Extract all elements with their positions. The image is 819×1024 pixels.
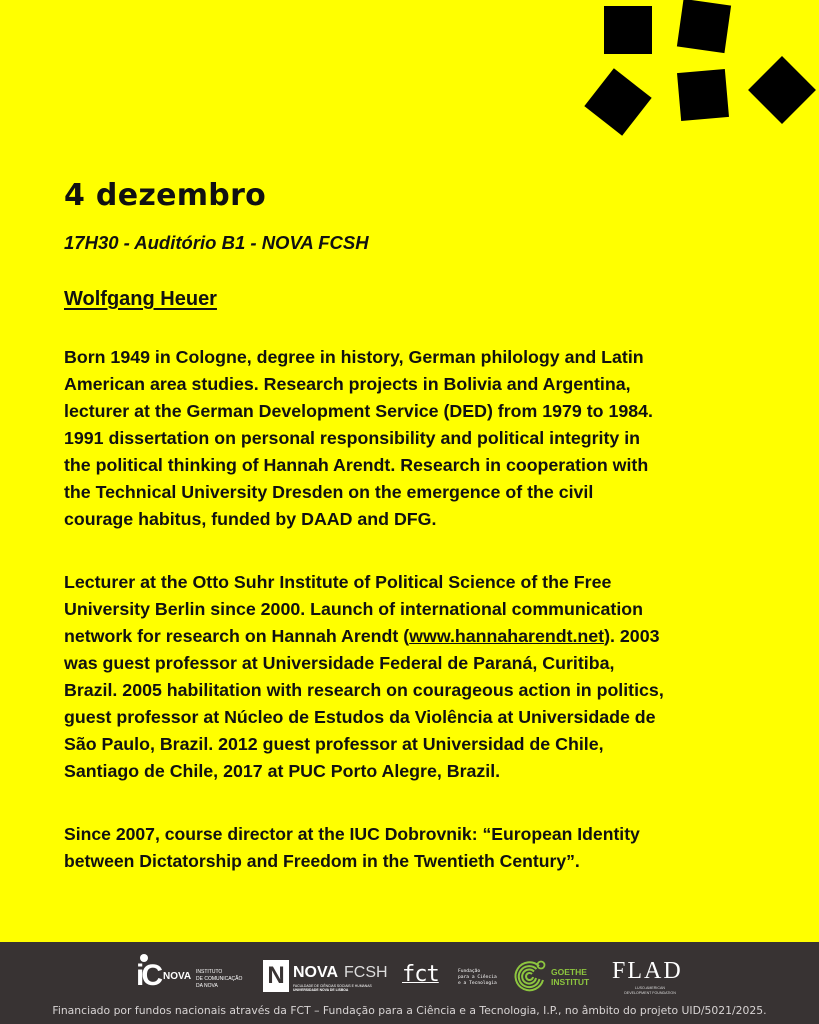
goethe-rings-icon — [513, 958, 549, 994]
fct-line1: Fundação — [458, 969, 481, 974]
funding-notice: Financiado por fundos nacionais através da FCT – Fundação para a Ciência e a Tecnologia, I.P., no âmbito do projeto UID/5021/2025. — [52, 1004, 767, 1017]
event-time-location: 17H30 - Auditório B1 - NOVA FCSH — [64, 232, 369, 253]
fct-mark: fct — [402, 962, 439, 987]
square-shape — [677, 69, 729, 121]
partner-logos — [0, 952, 819, 998]
square-shape — [584, 68, 651, 135]
flad-line2: DEVELOPMENT FOUNDATION — [624, 991, 676, 995]
flad-mark: FLAD — [612, 958, 683, 984]
bio-paragraph-2-end: ). 2003 was guest professor at Universidade Federal de Paraná, Curitiba, Brazil. 2005 habilitation with research on courageous action in politics, guest professor at Núcleo de Estudos da Violência at Universidade de São Paulo, Brazil. 2012 guest professor at Universidad de Chile, Santiago de Chile, 2017 at PUC Porto Alegre, Brazil. — [64, 626, 664, 781]
novafcsh-line2: UNIVERSIDADE NOVA DE LISBOA — [293, 988, 349, 992]
flad-line1: LUSO-AMERICAN — [635, 986, 665, 990]
fct-logo — [402, 964, 497, 996]
novafcsh-line1: FACULDADE DE CIÊNCIAS SOCIAIS E HUMANAS — [293, 984, 372, 988]
icnova-name: NOVA — [163, 971, 192, 982]
speaker-name: Wolfgang Heuer — [64, 288, 217, 310]
icnova-mark: iC — [136, 959, 160, 992]
flad-logo — [610, 958, 690, 998]
fct-line2: para a Ciência — [458, 975, 497, 980]
fct-line3: e a Tecnologia — [458, 981, 497, 986]
novafcsh-name-light: FCSH — [344, 964, 388, 981]
square-shape — [604, 6, 652, 54]
novafcsh-logo — [263, 960, 393, 996]
bio-paragraph-2-start: Lecturer at the Otto Suhr Institute of Political Science of the Free University Berlin since 2000. Launch of international communication network for research on Hannah Arendt ( — [64, 572, 644, 646]
icnova-line2: DE COMUNICAÇÃO — [196, 976, 243, 982]
square-shape — [748, 56, 816, 124]
bio-paragraph-3: Since 2007, course director at the IUC Dobrovnik: “European Identity between Dictatorship and Freedom in the Twentieth Century”. — [64, 824, 640, 871]
novafcsh-name-bold: NOVA — [293, 964, 339, 981]
hannaharendt-link[interactable]: www.hannaharendt.net — [409, 626, 605, 646]
goethe-line2: INSTITUT — [551, 977, 590, 987]
novafcsh-mark: N — [263, 960, 289, 992]
bio-paragraph-1: Born 1949 in Cologne, degree in history, German philology and Latin American area studies. Research projects in Bolivia and Argentina, lecturer at the German Development Service (DED) from 1979 to 1984. 1991 dissertation on personal responsibility and political integrity in the political thinking of Hannah Arendt. Research in cooperation with the Technical University Dresden on the emergence of the civil courage habitus, funded by DAAD and DFG. — [64, 347, 653, 529]
icnova-line3: DA NOVA — [196, 983, 218, 989]
footer — [0, 942, 819, 1024]
icnova-line1: INSTITUTO — [196, 969, 223, 975]
square-shape — [677, 0, 731, 53]
event-date: 4 dezembro — [64, 178, 267, 213]
goethe-line1: GOETHE — [551, 967, 587, 977]
icnova-logo — [136, 954, 256, 996]
bio-paragraph-2 — [64, 569, 804, 785]
goethe-institut-logo — [513, 958, 593, 994]
